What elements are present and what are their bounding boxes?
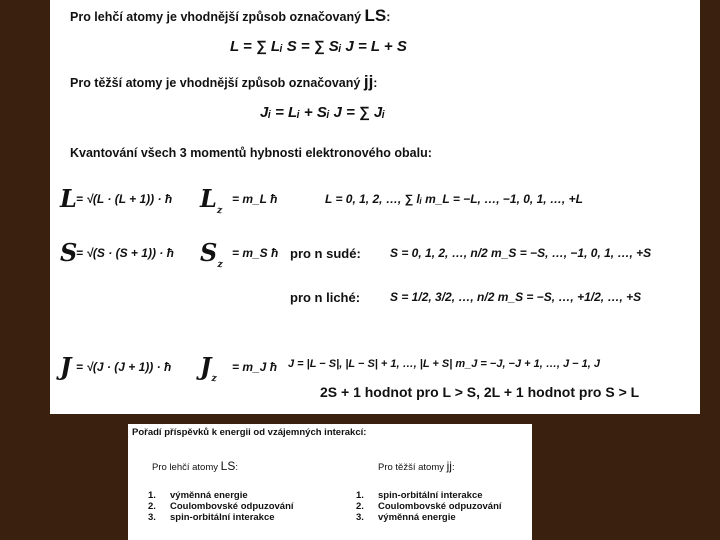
lz-letter: L bbox=[200, 184, 217, 213]
list-item: Coulombovské odpuzování bbox=[378, 501, 502, 512]
l-allowed-values: L = 0, 1, 2, …, ∑ lᵢ m_L = −L, …, −1, 0, 1, …, +L bbox=[325, 192, 583, 206]
heavy-jj-tag: jj bbox=[446, 459, 452, 473]
jz-letter: J bbox=[200, 352, 212, 381]
light-ls-tag: LS bbox=[220, 459, 236, 473]
l-magnitude: = √(L · (L + 1)) · ħ bbox=[76, 192, 173, 206]
s-even-label: pro n sudé: bbox=[290, 246, 361, 261]
energy-order-title: Pořadí příspěvků k energii od vzájemných interakcí: bbox=[132, 427, 367, 438]
heavy-atoms-heading bbox=[378, 459, 455, 473]
list-item: spin-orbitální interakce bbox=[170, 512, 275, 523]
ls-tag: LS bbox=[364, 6, 387, 25]
hodnot-count: 2S + 1 hodnot pro L > S, 2L + 1 hodnot pro S > L bbox=[320, 384, 640, 400]
energy-order-panel bbox=[128, 424, 532, 540]
list-item: spin-orbitální interakce bbox=[378, 490, 483, 501]
s-magnitude: = √(S · (S + 1)) · ħ bbox=[76, 246, 174, 260]
light-atoms-heading bbox=[152, 459, 238, 473]
l-symbol: L bbox=[60, 184, 77, 213]
heavy-heading-text: Pro těžší atomy bbox=[378, 462, 444, 473]
list-item bbox=[148, 501, 156, 512]
list-item: výměnná energie bbox=[378, 512, 456, 523]
j-symbol: J bbox=[60, 352, 72, 381]
jj-colon: : bbox=[373, 76, 378, 90]
jj-intro-text: Pro těžší atomy je vhodnější způsob označovaný bbox=[70, 76, 361, 90]
list-item: výměnná energie bbox=[170, 490, 248, 501]
jz-projection: = m_J ħ bbox=[232, 360, 278, 374]
light-colon: : bbox=[235, 462, 238, 473]
s-odd-values: S = 1/2, 3/2, …, n/2 m_S = −S, …, +1/2, …, +S bbox=[390, 290, 642, 304]
s-symbol: S bbox=[60, 238, 78, 267]
list-item: Coulombovské odpuzování bbox=[170, 501, 294, 512]
list-item bbox=[148, 490, 156, 501]
sz-symbol bbox=[200, 238, 223, 270]
j-magnitude: = √(J · (J + 1)) · ħ bbox=[76, 360, 172, 374]
s-even-values: S = 0, 1, 2, …, n/2 m_S = −S, …, −1, 0, 1, …, +S bbox=[390, 246, 652, 260]
list-item bbox=[356, 512, 364, 523]
sz-projection: = m_S ħ bbox=[232, 246, 279, 260]
list-item bbox=[148, 512, 156, 523]
ls-colon: : bbox=[386, 10, 391, 24]
sz-letter: S bbox=[200, 238, 218, 267]
item-number: 1. bbox=[356, 490, 364, 501]
lz-subscript: z bbox=[216, 204, 223, 216]
heavy-colon: : bbox=[451, 462, 455, 473]
jj-tag: jj bbox=[363, 72, 374, 91]
sz-subscript: z bbox=[217, 258, 223, 270]
lz-symbol bbox=[200, 184, 222, 216]
list-item bbox=[356, 490, 364, 501]
item-number: 3. bbox=[356, 512, 364, 523]
jj-coupling-formula: Jᵢ = Lᵢ + Sᵢ J = ∑ Jᵢ bbox=[260, 104, 385, 121]
s-odd-label: pro n liché: bbox=[290, 290, 361, 305]
jz-symbol bbox=[200, 352, 217, 384]
item-number: 3. bbox=[148, 512, 156, 523]
light-heading-text: Pro lehčí atomy bbox=[152, 462, 218, 473]
jj-intro bbox=[70, 72, 377, 92]
item-number: 2. bbox=[148, 501, 156, 512]
item-number: 1. bbox=[148, 490, 156, 501]
jz-subscript: z bbox=[211, 372, 217, 384]
j-allowed-values: J = |L − S|, |L − S| + 1, …, |L + S| m_J = −J, −J + 1, …, J − 1, J bbox=[288, 358, 600, 370]
lz-projection: = m_L ħ bbox=[232, 192, 278, 206]
quantization-heading: Kvantování všech 3 momentů hybnosti elektronového obalu: bbox=[70, 146, 432, 160]
quantization-panel bbox=[50, 0, 700, 414]
list-item bbox=[356, 501, 364, 512]
ls-intro-text: Pro lehčí atomy je vhodnější způsob označovaný bbox=[70, 10, 362, 24]
item-number: 2. bbox=[356, 501, 364, 512]
ls-intro bbox=[70, 6, 390, 26]
ls-coupling-formula: L = ∑ Lᵢ S = ∑ Sᵢ J = L + S bbox=[230, 38, 407, 55]
